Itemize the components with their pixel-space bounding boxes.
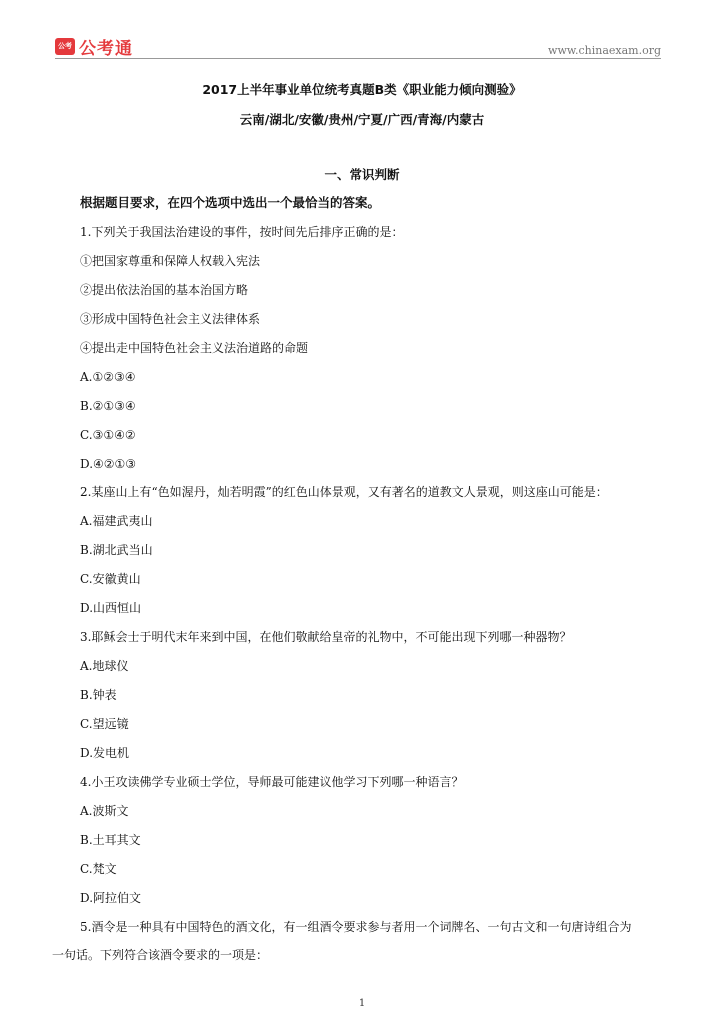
- question-2-option-d: D.山西恒山: [80, 601, 142, 616]
- question-2-option-c: C.安徽黄山: [80, 572, 141, 587]
- question-1-item-1: ①把国家尊重和保障人权载入宪法: [80, 253, 261, 268]
- question-5-stem: 5.酒令是一种具有中国特色的酒文化，有一组酒令要求参与者用一个词牌名、一句古文和一句唐诗组合为: [80, 919, 632, 934]
- document-subtitle: 云南/湖北/安徽/贵州/宁夏/广西/青海/内蒙古: [239, 112, 485, 127]
- question-1-option-c: C.③①④②: [80, 427, 136, 442]
- question-1-item-2: ②提出依法治国的基本治国方略: [80, 282, 249, 297]
- question-1-option-d: D.④②①③: [80, 456, 137, 471]
- question-4-option-b: B.土耳其文: [80, 832, 141, 847]
- logo-badge-icon: 公考通: [55, 38, 75, 55]
- question-1-item-3: ③形成中国特色社会主义法律体系: [80, 311, 261, 326]
- document-title: 2017上半年事业单位统考真题B类《职业能力倾向测验》: [202, 82, 522, 97]
- question-1-stem: 1.下列关于我国法治建设的事件，按时间先后排序正确的是：: [80, 225, 404, 239]
- question-2-option-b: B.湖北武当山: [80, 543, 153, 558]
- question-2-option-a: A.福建武夷山: [80, 514, 153, 529]
- question-3-option-d: D.发电机: [80, 745, 130, 760]
- section-heading: 一、常识判断: [324, 167, 400, 182]
- logo-text: 公考通: [79, 39, 133, 59]
- page-header: [0, 0, 724, 67]
- question-4-option-a: A.波斯文: [80, 803, 129, 818]
- question-1-item-4: ④提出走中国特色社会主义法治道路的命题: [80, 340, 309, 355]
- question-4-stem: 4.小王攻读佛学专业硕士学位，导师最可能建议他学习下列哪一种语言？: [80, 774, 464, 789]
- page-number: 1: [358, 998, 366, 1009]
- question-1-option-a: A.①②③④: [80, 369, 136, 384]
- question-3-option-b: B.钟表: [80, 688, 117, 702]
- question-2-stem: 2.某座山上有“色如渥丹，灿若明霞”的红色山体景观，又有著名的道教文人景观，则这座山可能是：: [80, 485, 608, 500]
- question-1-option-b: B.②①③④: [80, 398, 136, 413]
- question-3-option-a: A.地球仪: [80, 659, 129, 674]
- question-5-stem-continued: 一句话。下列符合该酒令要求的一项是：: [52, 948, 269, 963]
- question-4-option-c: C.梵文: [80, 861, 117, 876]
- question-3-option-c: C.望远镜: [80, 716, 129, 731]
- header-divider: [55, 58, 661, 59]
- logo[interactable]: [55, 34, 133, 67]
- site-url[interactable]: www.chinaexam.org: [548, 44, 661, 57]
- question-content: [52, 222, 670, 974]
- question-3-stem: 3.耶稣会士于明代末年来到中国，在他们敬献给皇帝的礼物中，不可能出现下列哪一种器物？: [80, 630, 572, 645]
- instruction-text: 根据题目要求，在四个选项中选出一个最恰当的答案。: [80, 195, 381, 210]
- question-4-option-d: D.阿拉伯文: [80, 890, 142, 905]
